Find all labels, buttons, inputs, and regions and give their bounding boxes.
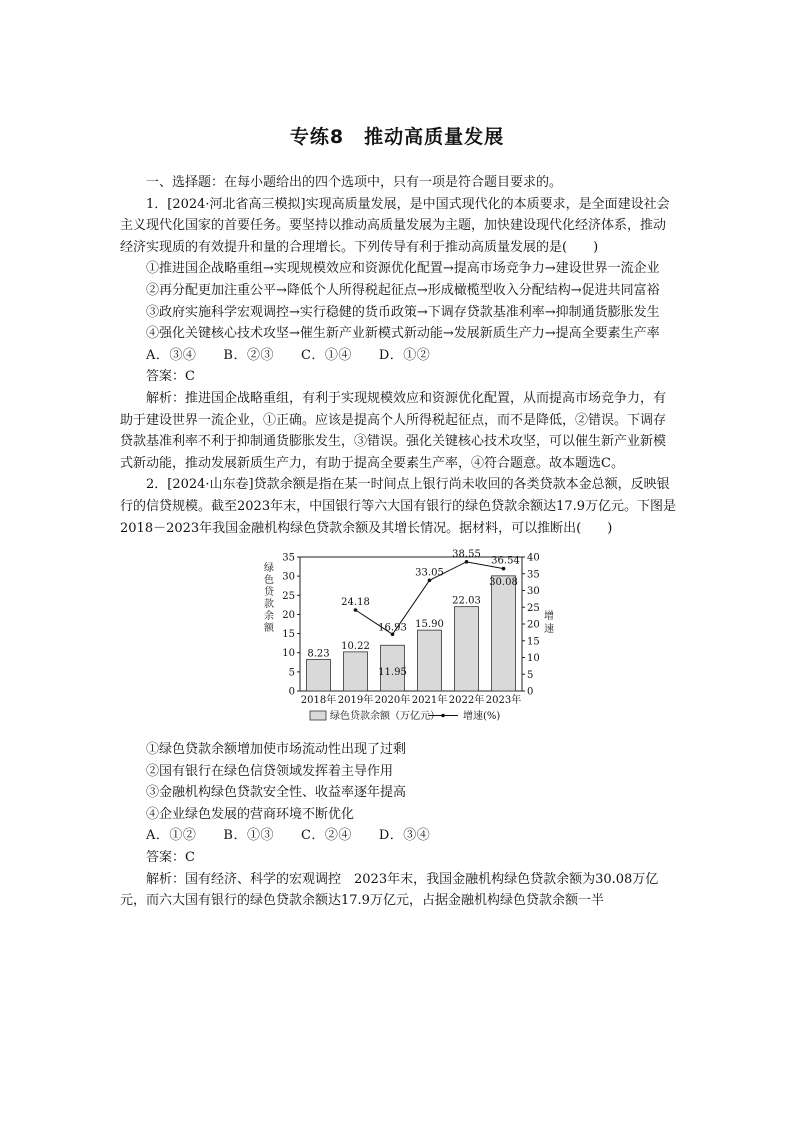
y-tick-label-right: 10	[527, 653, 540, 665]
y-tick-label-right: 25	[527, 602, 540, 614]
growth-value-label: 33.05	[415, 567, 444, 579]
y-tick-label-right: 0	[527, 686, 534, 698]
y-tick-label-left: 0	[288, 686, 295, 698]
q1-options: A．③④ B．②③ C．①④ D．①②	[146, 347, 431, 363]
q2-item-1: ①绿色贷款余额增加使市场流动性出现了过剩	[146, 742, 407, 758]
q2-stem: 2．[2024·山东卷]贷款余额是指在某一时间点上银行尚未收回的各类贷款本金总额，反映银行的信贷规模。截至2023年末，中国银行等六大国有银行的绿色贷款余额达17.9万亿元。下图是2018－2023年我国金融机构绿色贷款余额及其增长情况。据材料，可以推断出( )	[120, 477, 677, 536]
growth-value-label: 38.55	[452, 548, 481, 560]
legend-bar-label: 绿色贷款余额（万亿元）	[330, 711, 440, 723]
y-tick-label-right: 40	[527, 552, 540, 564]
chart-svg	[120, 545, 678, 733]
y-tick-label-left: 25	[282, 590, 295, 602]
y-axis-title-char: 款	[264, 599, 274, 611]
q2-answer: 答案：C	[146, 850, 195, 866]
bar-2022年	[455, 607, 479, 691]
bar-2023年	[492, 576, 516, 691]
y-axis-title-char: 余	[264, 611, 274, 623]
q1-stem: 1．[2024·河北省高三模拟]实现高质量发展，是中国式现代化的本质要求，是全面建设社会主义现代化国家的首要任务。要坚持以推动高质量发展为主题，加快建设现代化经济体系，推动经济实现质的有效提升和量的合理增长。下列传导有利于推动高质量发展的是( )	[120, 196, 670, 255]
y-tick-label-left: 30	[282, 571, 295, 583]
q2-options: A．①② B．①③ C．②④ D．③④	[146, 828, 431, 844]
y-tick-label-right: 5	[527, 669, 534, 681]
y2-axis-title-char: 增	[544, 611, 554, 623]
growth-value-label: 16.93	[378, 622, 407, 634]
q1-item-1: ①推进国企战略重组→实现规模效应和资源优化配置→提高市场竞争力→建设世界一流企业	[146, 261, 660, 277]
y-tick-label-left: 10	[282, 648, 295, 660]
y-tick-label-right: 35	[527, 569, 540, 581]
bar-value-label: 8.23	[307, 648, 330, 660]
q2-analysis: 解析：国有经济、科学的宏观调控 2023年末，我国金融机构绿色贷款余额为30.08万亿元，而六大国有银行的绿色贷款余额达17.9万亿元，占据金融机构绿色贷款余额一半	[120, 871, 659, 909]
growth-value-label: 24.18	[341, 597, 370, 609]
bar-2021年	[418, 630, 442, 691]
bar-value-label: 15.90	[415, 619, 444, 631]
green-loan-chart	[120, 545, 678, 733]
x-tick-label: 2020年	[374, 695, 411, 707]
q1-answer: 答案：C	[146, 369, 195, 385]
y-tick-label-left: 20	[282, 610, 295, 622]
document-body	[120, 172, 678, 912]
x-tick-label: 2021年	[411, 695, 448, 707]
y-axis-title-char: 绿	[264, 563, 274, 575]
bar-value-label: 30.08	[489, 576, 518, 588]
growth-point	[502, 567, 506, 571]
page-title: 专练8 推动高质量发展	[289, 126, 505, 148]
q1-analysis: 解析：推进国企战略重组，有利于实现规模效应和资源优化配置，从而提高市场竞争力，有助于建设世界一流企业，①正确。应该是提高个人所得税起征点，而不是降低，②错误。下调存贷款基准利率不利于抑制通货膨胀发生，③错误。强化关键核心技术攻坚，可以催生新产业新模式新动能，推动发展新质生产力，有助于提高全要素生产率，④符合题意。故本题选C。	[120, 390, 667, 471]
x-tick-label: 2018年	[300, 695, 337, 707]
y-tick-label-right: 30	[527, 586, 540, 598]
bar-value-label: 22.03	[452, 595, 481, 607]
x-tick-label: 2019年	[337, 695, 374, 707]
y-tick-label-right: 15	[527, 636, 540, 648]
legend-line-label: 增速(%)	[463, 711, 501, 723]
bar-value-label: 10.22	[341, 640, 370, 652]
y-axis-title-char: 贷	[264, 587, 274, 599]
growth-point	[465, 560, 469, 564]
legend-line-marker	[441, 714, 445, 718]
q2-item-4: ④企业绿色发展的营商环境不断优化	[146, 806, 355, 822]
y-axis-title-char: 额	[264, 623, 274, 635]
q2-item-3: ③金融机构绿色贷款安全性、收益率逐年提高	[146, 785, 407, 801]
growth-value-label: 36.54	[491, 555, 520, 567]
q2-item-2: ②国有银行在绿色信贷领域发挥着主导作用	[146, 763, 394, 779]
y-axis-title-char: 色	[264, 575, 274, 587]
bar-value-label: 11.95	[378, 667, 407, 679]
bar-2019年	[344, 652, 368, 691]
bar-2018年	[307, 660, 331, 692]
y-tick-label-left: 35	[282, 552, 295, 564]
legend-bar-swatch	[310, 711, 326, 720]
y-tick-label-left: 15	[282, 629, 295, 641]
q1-item-4: ④强化关键核心技术攻坚→催生新产业新模式新动能→发展新质生产力→提高全要素生产率	[146, 326, 660, 342]
growth-point	[354, 608, 358, 612]
section-heading: 一、选择题：在每小题给出的四个选项中，只有一项是符合题目要求的。	[146, 175, 563, 190]
q1-item-2: ②再分配更加注重公平→降低个人所得税起征点→形成橄榄型收入分配结构→促进共同富裕	[146, 282, 660, 298]
q1-item-3: ③政府实施科学宏观调控→实行稳健的货币政策→下调存贷款基准利率→抑制通货膨胀发生	[146, 304, 660, 320]
y2-axis-title-char: 速	[544, 624, 554, 636]
x-tick-label: 2022年	[448, 695, 485, 707]
y-tick-label-right: 20	[527, 619, 540, 631]
y-tick-label-left: 5	[288, 667, 295, 679]
x-tick-label: 2023年	[485, 695, 522, 707]
growth-point	[428, 579, 432, 583]
